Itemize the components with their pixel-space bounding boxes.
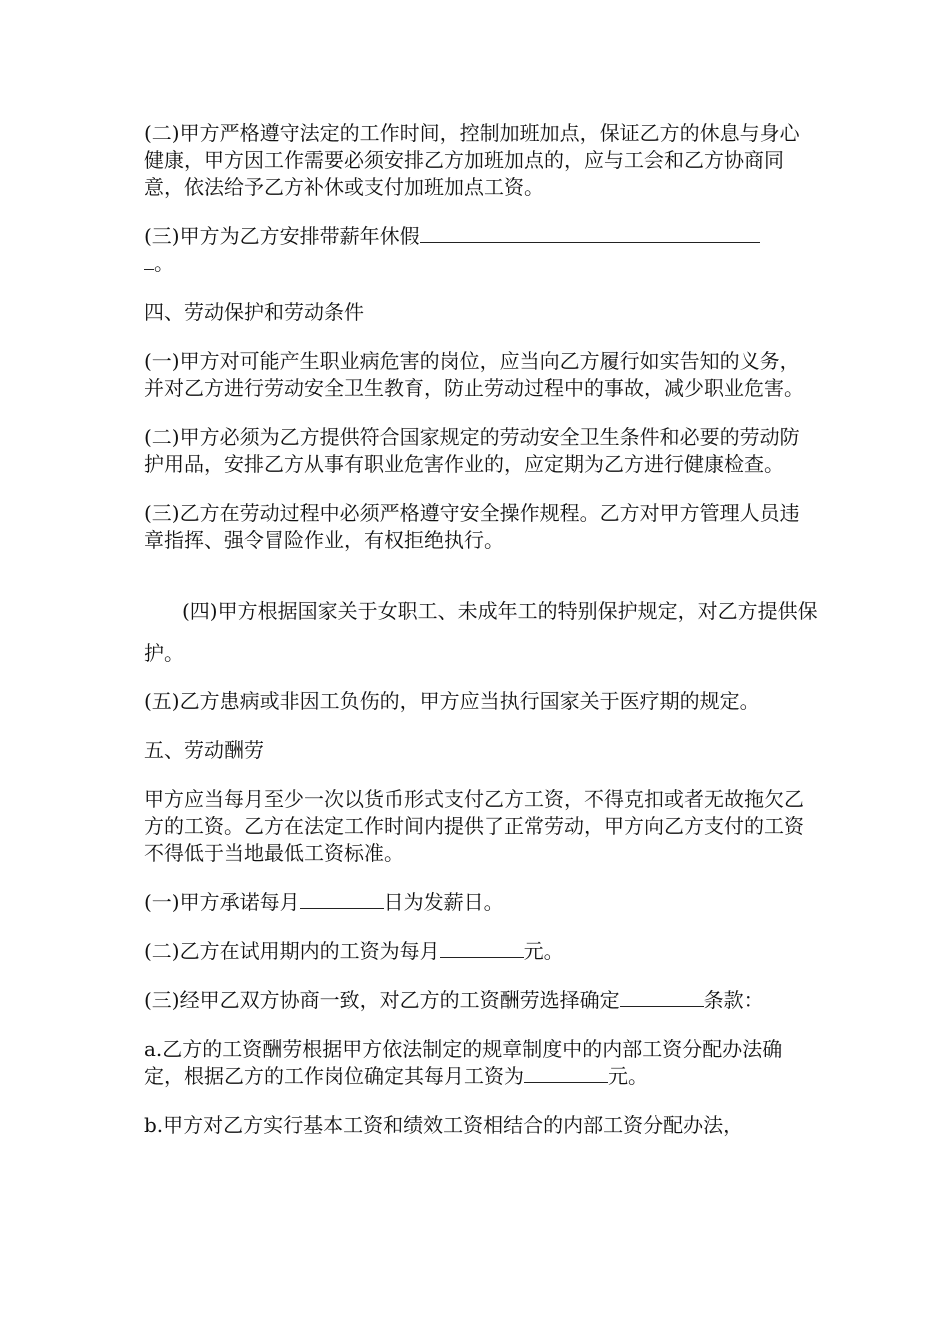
wage-option-text: (三)经甲乙双方协商一致，对乙方的工资酬劳选择确定 [144,988,620,1012]
document-page [144,120,819,1161]
paragraph-option-a [144,1036,819,1090]
paragraph-probation-wage [144,938,819,965]
probation-wage-text: (二)乙方在试用期内的工资为每月 [144,939,440,963]
paragraph-annual-leave [144,223,819,277]
paragraph-special-protection: (四)甲方根据国家关于女职工、未成年工的特别保护规定，对乙方提供保护。 [144,599,818,665]
paragraph-wage-option [144,987,819,1014]
option-a-text: a.乙方的工资酬劳根据甲方依法制定的规章制度中的内部工资分配办法确定，根据乙方的工作岗位确定其每月工资为 [144,1037,783,1088]
paragraph-payday [144,889,819,916]
wage-option-end: 条款： [703,988,764,1012]
annual-leave-end: 。 [154,251,174,275]
payday-text: (一)甲方承诺每月 [144,890,300,914]
wage-option-blank[interactable] [620,988,704,1007]
paragraph-overtime: (二)甲方严格遵守法定的工作时间，控制加班加点，保证乙方的休息与身心健康，甲方因工作需要必须安排乙方加班加点的，应与工会和乙方协商同意，依法给予乙方补休或支付加班加点工资。 [144,121,800,199]
option-a-end: 元。 [608,1064,648,1088]
option-a-blank[interactable] [524,1064,608,1083]
paragraph-wage-payment: 甲方应当每月至少一次以货币形式支付乙方工资，不得克扣或者无故拖欠乙方的工资。乙方在法定工作时间内提供了正常劳动，甲方向乙方支付的工资不得低于当地最低工资标准。 [144,787,804,865]
paragraph-safety-conditions: (二)甲方必须为乙方提供符合国家规定的劳动安全卫生条件和必要的劳动防护用品，安排乙方从事有职业危害作业的，应定期为乙方进行健康检查。 [144,425,800,476]
paragraph-option-b: b.甲方对乙方实行基本工资和绩效工资相结合的内部工资分配办法， [144,1113,744,1137]
probation-wage-end: 元。 [523,939,564,963]
annual-leave-blank[interactable] [420,224,760,243]
payday-blank[interactable] [300,890,384,909]
annual-leave-blank-cont [144,251,154,270]
paragraph-medical-period: (五)乙方患病或非因工负伤的，甲方应当执行国家关于医疗期的规定。 [144,689,760,713]
payday-end: 日为发薪日。 [383,890,504,914]
paragraph-safety-rules: (三)乙方在劳动过程中必须严格遵守安全操作规程。乙方对甲方管理人员违章指挥、强令冒险作业，有权拒绝执行。 [144,501,800,552]
paragraph-occupational-hazard: (一)甲方对可能产生职业病危害的岗位，应当向乙方履行如实告知的义务，并对乙方进行劳动安全卫生教育，防止劳动过程中的事故，减少职业危害。 [144,349,804,400]
probation-wage-blank[interactable] [440,939,524,958]
annual-leave-text: (三)甲方为乙方安排带薪年休假 [144,224,420,248]
section-heading-5: 五、劳动酬劳 [144,738,264,762]
section-heading-4: 四、劳动保护和劳动条件 [144,300,364,324]
